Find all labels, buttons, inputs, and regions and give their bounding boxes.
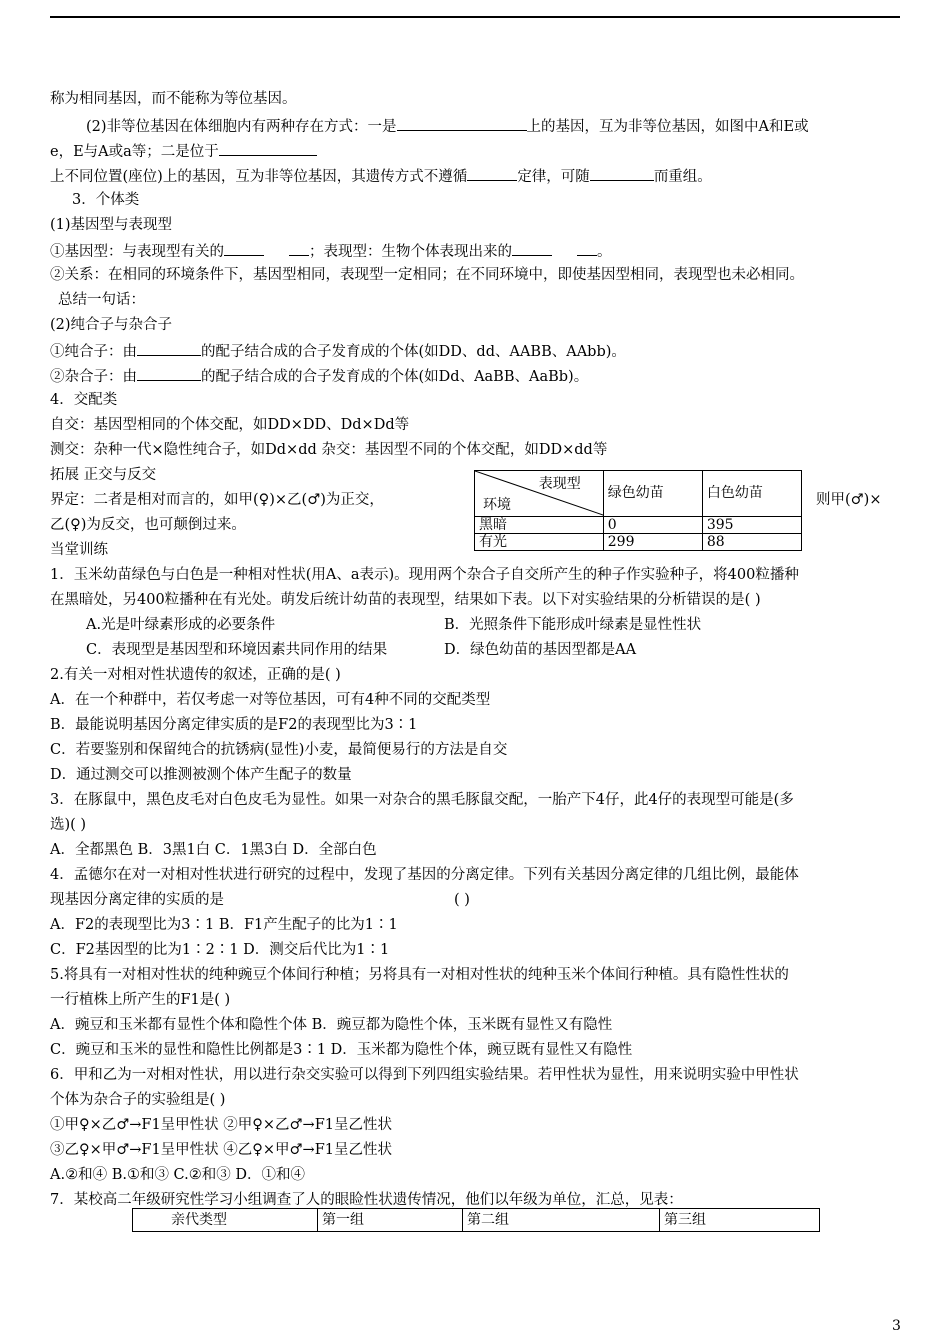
fill-blank[interactable] [577,241,597,256]
text-line: 测交：杂种一代×隐性纯合子，如Dd×dd 杂交：基因型不同的个体交配，如DD×dd等 [50,442,608,458]
option: A．F2的表现型比为3∶1 B．F1产生配子的比为1∶1 [50,917,398,933]
text-line: ②关系：在相同的环境条件下，基因型相同，表现型一定相同；在不同环境中，即使基因型相同，表现型也未必相同。 [50,267,804,283]
table-row [133,1209,820,1232]
text-line: 乙(♀)为反交，也可颠倒过来。 [50,517,246,533]
section-heading: 3．个体类 [72,192,140,208]
table-header: 第三组 [660,1209,820,1232]
table-cell: 395 [702,516,801,533]
option: A.光是叶绿素形成的必要条件 [86,617,276,633]
question-text: 一行植株上所产生的F1是( ) [50,992,231,1008]
seedling-table [474,470,802,551]
fill-blank[interactable] [467,166,517,181]
option: D．绿色幼苗的基因型都是AA [444,642,637,658]
fill-blank[interactable] [224,241,264,256]
question-text: 5.将具有一对相对性状的纯种豌豆个体间行种植；另将具有一对相对性状的纯种玉米个体间行种植。具有隐性性状的 [50,967,789,983]
option: B．光照条件下能形成叶绿素是显性性状 [444,617,702,633]
text-line: 自交：基因型相同的个体交配，如DD×DD、Dd×Dd等 [50,417,410,433]
fill-blank[interactable] [137,341,201,356]
option: C．F2基因型的比为1∶2∶1 D．测交后代比为1∶1 [50,942,390,958]
fill-blank[interactable] [219,141,317,156]
option: C．表现型是基因型和环境因素共同作用的结果 [86,642,388,658]
text-line: 称为相同基因，而不能称为等位基因。 [50,91,297,107]
table-row [475,516,802,533]
fill-blank[interactable] [512,241,552,256]
question-text: 2.有关一对相对性状遗传的叙述，正确的是( ) [50,667,341,683]
fill-blank[interactable] [137,366,201,381]
question-text: 7．某校高二年级研究性学习小组调查了人的眼睑性状遗传情况，他们以年级为单位，汇总，见表： [50,1192,683,1208]
table-row [475,533,802,550]
text-line: (2)非等位基因在体细胞内有两种存在方式：一是 上的基因，互为非等位基因，如图中A和E或 [86,116,809,136]
option: ③乙♀×甲♂→F1呈甲性状 ④乙♀×甲♂→F1呈乙性状 [50,1142,392,1158]
text-line: ②杂合子：由 的配子结合成的合子发育成的个体(如Dd、AaBB、AaBb)。 [50,366,588,386]
text-line: ①基因型：与表现型有关的 ；表现型：生物个体表现出来的 。 [50,241,612,261]
subsection-heading: (1)基因型与表现型 [50,217,173,233]
option: A．全都黑色 B．3黑1白 C．1黑3白 D．全部白色 [50,842,377,858]
text-line: 总结一句话： [58,292,145,308]
option: C．豌豆和玉米的显性和隐性比例都是3∶1 D．玉米都为隐性个体，豌豆既有显性又有隐性 [50,1042,633,1058]
question-text: 6．甲和乙为一对相对性状，用以进行杂交实验可以得到下列四组实验结果。若甲性状为显性，用来说明实验中甲性状 [50,1067,799,1083]
option: C．若要鉴别和保留纯合的抗锈病(显性)小麦，最简便易行的方法是自交 [50,742,508,758]
fill-blank[interactable] [590,166,654,181]
table-cell: 有光 [475,533,604,550]
eyelid-table [132,1208,820,1232]
question-text: 在黑暗处，另400粒播种在有光处。萌发后统计幼苗的表现型，结果如下表。以下对实验结果的分析错误的是( ) [50,592,761,608]
table-cell: 0 [603,516,702,533]
question-text: 4．孟德尔在对一对相对性状进行研究的过程中，发现了基因的分离定律。下列有关基因分离定律的几组比例，最能体 [50,867,799,883]
table-header: 白色幼苗 [702,471,801,517]
section-heading: 4．交配类 [50,392,118,408]
text-line: e，E与A或a等；二是位于 [50,141,317,161]
page-number: 3 [892,1318,901,1334]
text-line: 界定：二者是相对而言的，如甲(♀)×乙(♂)为正交， [50,492,384,508]
table-header: 亲代类型 [133,1209,318,1232]
option: ①甲♀×乙♂→F1呈甲性状 ②甲♀×乙♂→F1呈乙性状 [50,1117,392,1133]
table-header: 第二组 [463,1209,660,1232]
answer-paren: ( ) [454,892,470,908]
question-text: 现基因分离定律的实质的是 [50,892,224,908]
table-cell: 299 [603,533,702,550]
table-header: 绿色幼苗 [603,471,702,517]
corner-bottom-label: 环境 [483,496,511,513]
option: B．最能说明基因分离定律实质的是F2的表现型比为3∶1 [50,717,418,733]
subsection-heading: (2)纯合子与杂合子 [50,317,173,333]
text-line: ①纯合子：由 的配子结合成的合子发育成的个体(如DD、dd、AABB、AAbb)。 [50,341,626,361]
section-heading: 当堂训练 [50,542,108,558]
fill-blank[interactable] [289,241,309,256]
question-text: 1．玉米幼苗绿色与白色是一种相对性状(用A、a表示)。现用两个杂合子自交所产生的种子作实验种子，将400粒播种 [50,567,799,583]
table-header: 第一组 [318,1209,463,1232]
text-line: 拓展 正交与反交 [50,467,157,483]
question-text: 个体为杂合子的实验组是( ) [50,1092,226,1108]
table-corner-cell [475,471,604,517]
table-cell: 88 [702,533,801,550]
question-text: 选)( ) [50,817,87,833]
corner-top-label: 表现型 [538,476,581,492]
option: D．通过测交可以推测被测个体产生配子的数量 [50,767,352,783]
question-text: 3．在豚鼠中，黑色皮毛对白色皮毛为显性。如果一对杂合的黑毛豚鼠交配，一胎产下4仔，此4仔的表现型可能是(多 [50,792,794,808]
option: A．豌豆和玉米都有显性个体和隐性个体 B．豌豆都为隐性个体，玉米既有显性又有隐性 [50,1017,613,1033]
option: A．在一个种群中，若仅考虑一对等位基因，可有4种不同的交配类型 [50,692,491,708]
table-cell: 黑暗 [475,516,604,533]
option: A.②和④ B.①和③ C.②和③ D．①和④ [50,1167,305,1183]
header-rule [50,16,900,18]
text-line: 上不同位置(座位)上的基因，互为非等位基因，其遗传方式不遵循 定律，可随 而重组。 [50,166,712,186]
text-line: 则甲(♂)× [816,492,882,508]
fill-blank[interactable] [397,116,527,131]
